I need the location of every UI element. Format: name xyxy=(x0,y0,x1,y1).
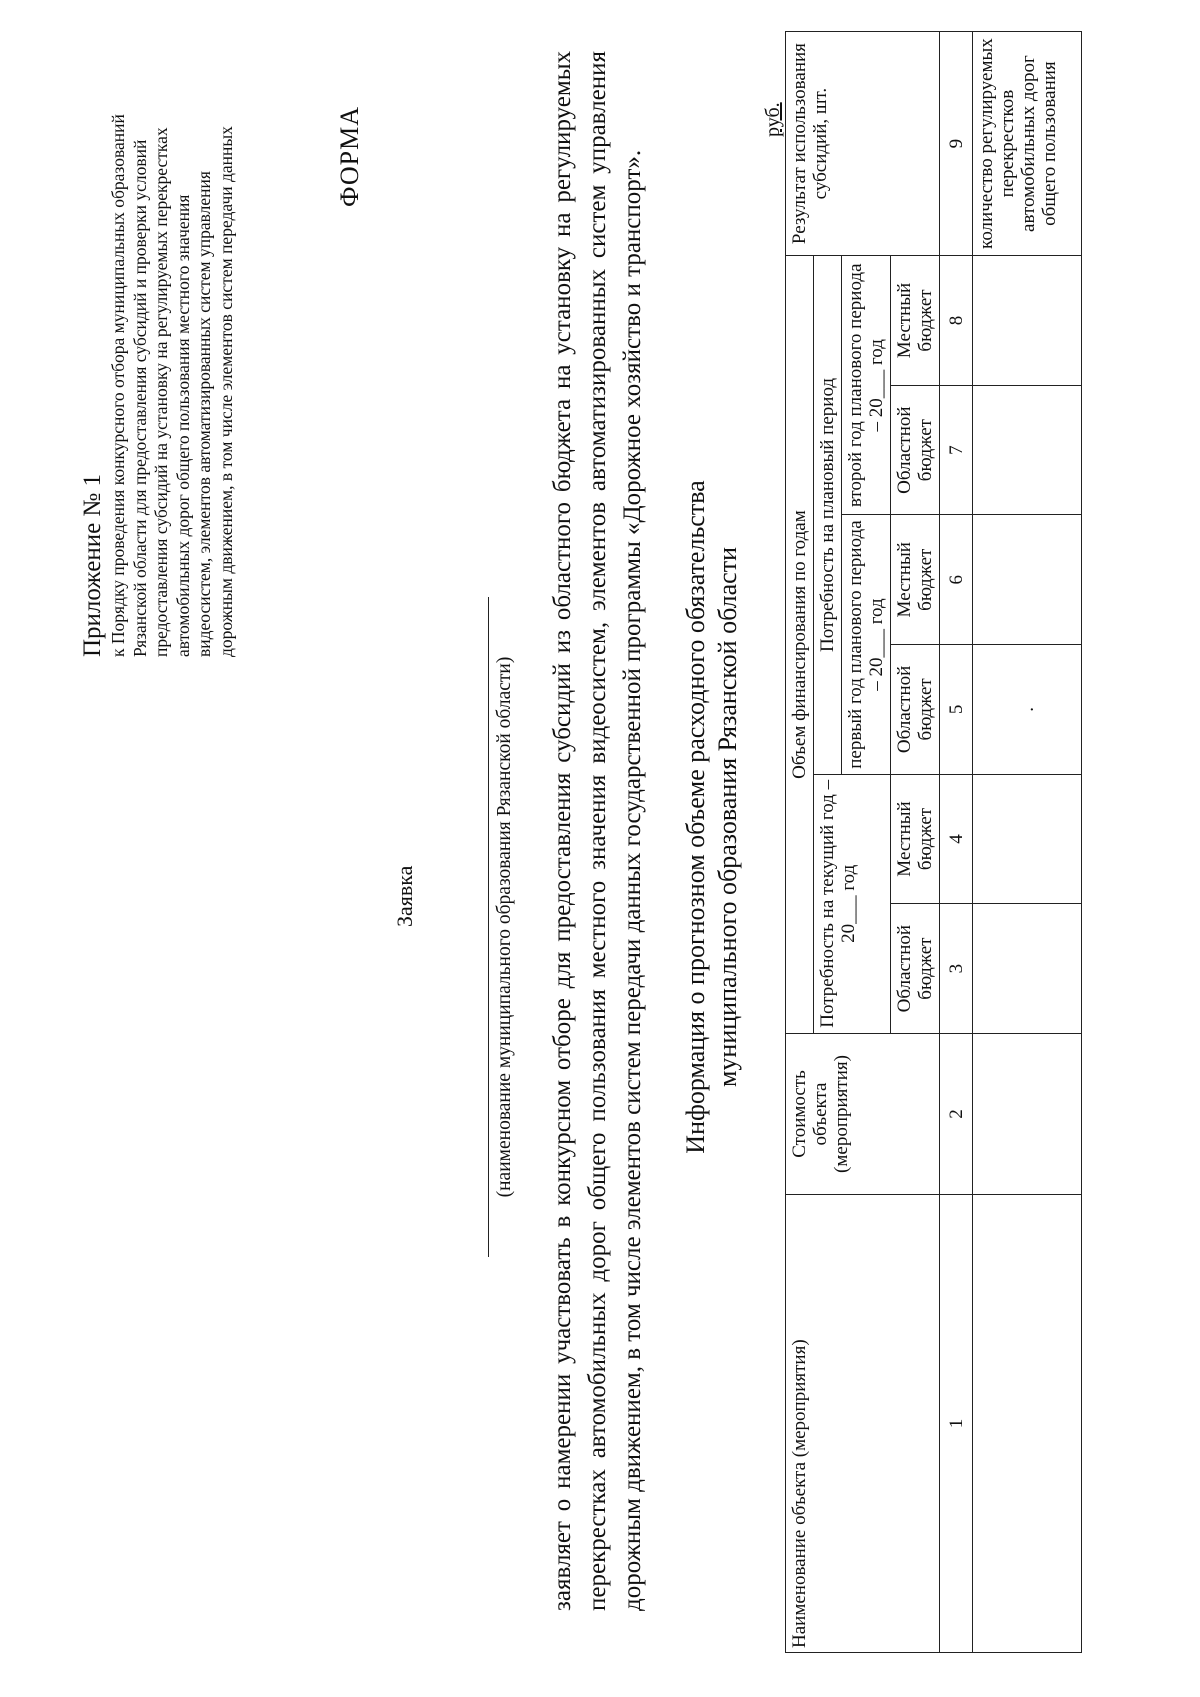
municipality-name-line xyxy=(488,597,489,1257)
column-number: 8 xyxy=(940,256,973,386)
header-local-budget: Местный бюджет xyxy=(891,515,940,645)
header-local-budget: Местный бюджет xyxy=(891,774,940,904)
form-label: ФОРМА xyxy=(335,106,364,207)
municipality-name-caption: (наименование муниципального образования Рязанской области) xyxy=(494,656,515,1198)
info-title-line1: Информация о прогнозном объеме расходного обязательства xyxy=(681,480,710,1154)
column-number: 5 xyxy=(940,645,973,775)
table-cell xyxy=(973,515,1082,645)
header-result: Результат использования субсидий, шт. xyxy=(786,32,940,256)
column-number: 6 xyxy=(940,515,973,645)
column-number: 9 xyxy=(940,32,973,256)
column-number: 1 xyxy=(940,1195,973,1653)
info-title xyxy=(680,437,744,1197)
table-cell xyxy=(973,256,1082,386)
table-cell xyxy=(973,904,1082,1034)
header-volume: Объем финансирования по годам xyxy=(786,256,814,1034)
info-title-line2: муниципального образования Рязанской области xyxy=(713,546,742,1088)
header-regional-budget: Областной бюджет xyxy=(891,385,940,515)
currency-label: руб. xyxy=(762,102,784,137)
appendix-block xyxy=(78,97,237,657)
table-cell xyxy=(973,774,1082,904)
table-cell xyxy=(973,385,1082,515)
table-cell xyxy=(973,1195,1082,1653)
document-title: Заявка xyxy=(392,865,417,927)
appendix-title: Приложение № 1 xyxy=(79,473,106,657)
column-number: 3 xyxy=(940,904,973,1034)
header-first-year: первый год планового периода – 20___ год xyxy=(842,515,891,774)
column-number: 7 xyxy=(940,385,973,515)
result-cell: количество регулируемых перекрестков автомобильных дорог общего пользования xyxy=(973,32,1082,256)
header-cost: Стоимость объекта (мероприятия) xyxy=(786,1033,940,1194)
appendix-body: к Порядку проведения конкурсного отбора муниципальных образований Рязанской области для предоставления субсидий и проверки условий предоставления субсидий на установку на регулируемых перекрестках автомобильных дорог общего пользования местного значения видеосистем, элементов автоматизированных систем управления дорожным движением, в том числе элементов систем передачи данных xyxy=(108,114,236,657)
column-number: 4 xyxy=(940,774,973,904)
header-regional-budget: Областной бюджет xyxy=(891,904,940,1034)
table-cell xyxy=(973,1033,1082,1194)
header-object: Наименование объекта (мероприятия) xyxy=(786,1195,940,1653)
header-current-year: Потребность на текущий год – 20___ год xyxy=(814,774,891,1033)
financing-table xyxy=(785,31,1082,1653)
statement-paragraph: заявляет о намерении участвовать в конкурсном отборе для предоставления субсидий из областного бюджета на установку на регулируемых перекрестках автомобильных дорог общего пользования местного значения видеосистем, элементов автоматизированных систем управления дорожным движением, в том числе элементов систем передачи данных государственной программы «Дорожное хозяйство и транспорт». xyxy=(549,51,646,1611)
header-planned-period: Потребность на плановый период xyxy=(814,256,842,775)
header-regional-budget: Областной бюджет xyxy=(891,645,940,775)
column-number: 2 xyxy=(940,1033,973,1194)
header-second-year: второй год планового периода – 20___ год xyxy=(842,256,891,515)
header-local-budget: Местный бюджет xyxy=(891,256,940,386)
table-cell: . xyxy=(973,645,1082,775)
